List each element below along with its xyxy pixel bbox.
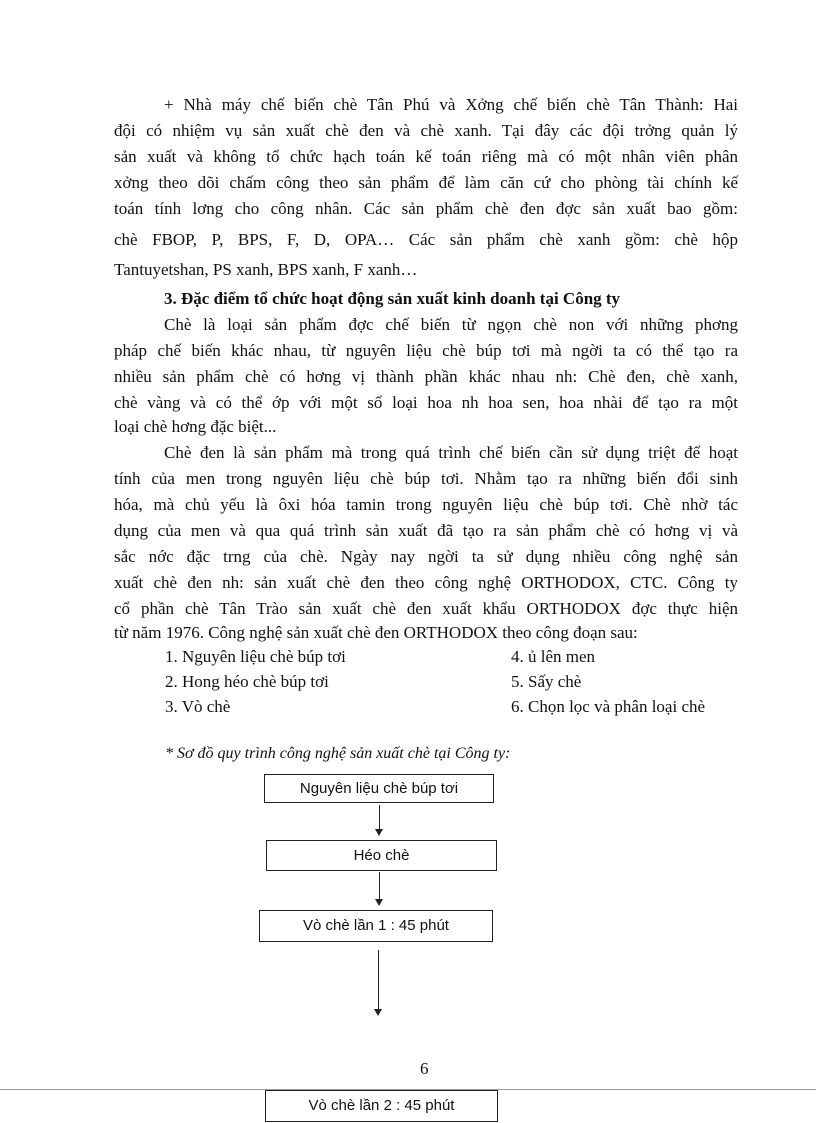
paragraph-2-line-1: Chè là loại sản phẩm đợc chế biến từ ngọn chè non với những phơng <box>164 315 738 334</box>
flow-arrow-line-2 <box>379 872 380 899</box>
flow-box-raw-material: Nguyên liệu chè búp tơi <box>264 774 494 803</box>
step-5: 5. Sấy chè <box>511 672 582 691</box>
paragraph-2-line-3: nhiều sản phẩm chè có hơng vị thành phần khác nhau nh: Chè đen, chè xanh, <box>114 367 738 386</box>
paragraph-2-line-4: chè vàng và có thể ớp với một số loại hoa nh hoa sen, hoa nhài để tạo ra một <box>114 393 738 412</box>
paragraph-2-line-2: pháp chế biến khác nhau, từ nguyên liệu chè búp tơi mà ngời ta có thể tạo ra <box>114 341 738 360</box>
flow-box-rolling-2: Vò chè lần 2 : 45 phút <box>265 1090 498 1122</box>
step-1: 1. Nguyên liệu chè búp tơi <box>165 647 346 666</box>
paragraph-3-line-6: xuất chè đen nh: sản xuất chè đen theo công nghệ ORTHODOX, CTC. Công ty <box>114 573 738 592</box>
paragraph-1-line-6: chè FBOP, P, BPS, F, D, OPA… Các sản phẩm chè xanh gồm: chè hộp <box>114 230 738 249</box>
flow-arrowhead-1 <box>375 829 383 836</box>
paragraph-3-line-1: Chè đen là sản phẩm mà trong quá trình chế biến cần sử dụng triệt để hoạt <box>164 443 738 462</box>
paragraph-1-line-4: xởng theo dõi chấm công theo sản phẩm để làm căn cứ cho phòng tài chính kế <box>114 173 738 192</box>
step-4: 4. ủ lên men <box>511 647 596 666</box>
flow-arrowhead-2 <box>375 899 383 906</box>
page-number: 6 <box>420 1059 429 1078</box>
section-heading: 3. Đặc điểm tổ chức hoạt động sản xuất kinh doanh tại Công ty <box>164 289 621 308</box>
paragraph-3-line-2: tính của men trong nguyên liệu chè búp tơi. Nhằm tạo ra những biến đổi sinh <box>114 469 738 488</box>
paragraph-1-line-5: toán tính lơng cho công nhân. Các sản phẩm chè đen đợc sản xuất bao gồm: <box>114 199 738 218</box>
paragraph-3-line-8: từ năm 1976. Công nghệ sản xuất chè đen ORTHODOX theo công đoạn sau: <box>114 623 638 642</box>
paragraph-1-line-7: Tantuyetshan, PS xanh, BPS xanh, F xanh… <box>114 260 418 279</box>
step-3: 3. Vò chè <box>165 697 231 716</box>
paragraph-3-line-5: sắc nớc đặc trng của chè. Ngày nay ngời ta sử dụng nhiều công nghệ sản <box>114 547 738 566</box>
flow-arrow-line-1 <box>379 805 380 829</box>
flow-arrow-line-3 <box>378 950 379 1009</box>
paragraph-1-line-1: + Nhà máy chế biến chè Tân Phú và Xởng chế biến chè Tân Thành: Hai <box>164 95 738 114</box>
paragraph-1-line-3: sản xuất và không tổ chức hạch toán kế toán riêng mà có một nhân viên phân <box>114 147 738 166</box>
diagram-caption: * Sơ đồ quy trình công nghệ sản xuất chè tại Công ty: <box>165 745 511 762</box>
paragraph-2-line-5: loại chè hơng đặc biệt... <box>114 417 277 436</box>
flow-box-withering: Héo chè <box>266 840 497 871</box>
step-2: 2. Hong héo chè búp tơi <box>165 672 329 691</box>
paragraph-3-line-7: cổ phần chè Tân Trào sản xuất chè đen xuất khẩu ORTHODOX đợc thực hiện <box>114 599 738 618</box>
paragraph-1-line-2: đội có nhiệm vụ sản xuất chè đen và chè xanh. Tại đây các đội trởng quản lý <box>114 121 738 140</box>
paragraph-3-line-4: dụng của men và qua quá trình sản xuất đã tạo ra sản phẩm chè có hơng vị và <box>114 521 738 540</box>
paragraph-3-line-3: hóa, mà chủ yếu là ôxi hóa tamin trong nguyên liệu chè búp tơi. Chè nhờ tác <box>114 495 738 514</box>
flow-box-rolling-1: Vò chè lần 1 : 45 phút <box>259 910 493 942</box>
flow-arrowhead-3 <box>374 1009 382 1016</box>
step-6: 6. Chọn lọc và phân loại chè <box>511 697 706 716</box>
